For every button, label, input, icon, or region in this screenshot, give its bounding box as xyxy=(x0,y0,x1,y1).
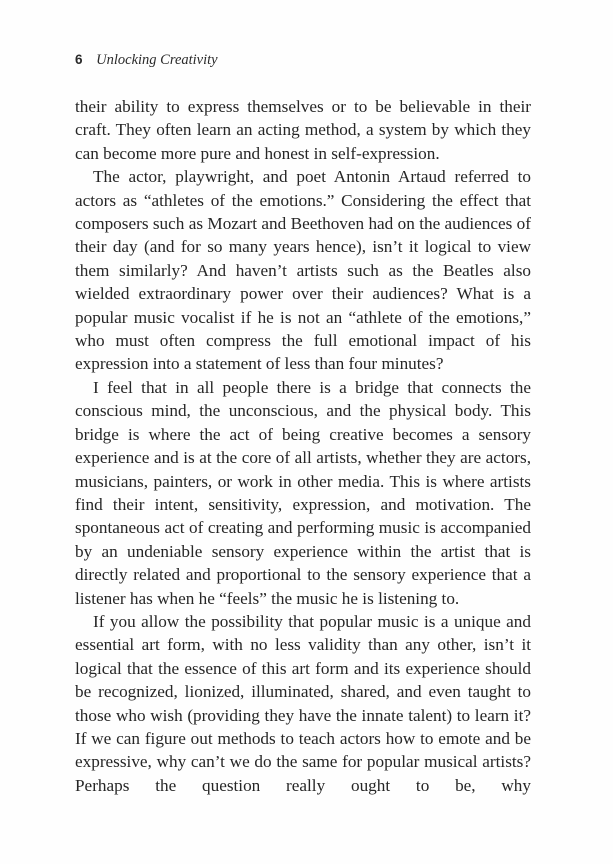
running-head xyxy=(75,52,218,69)
paragraph-continued: their ability to express themselves or to be believable in their craft. They often learn an acting method, a system by which they can become more pure and honest in self-expression. xyxy=(75,97,531,163)
paragraph-popular-music: If you allow the possibility that popular music is a unique and essential art form, with no less validity than any other, isn’t it logical that the essence of this art form and its experience should be recognized, lionized, illuminated, shared, and even taught to those who wish (providing they have the innate talent) to learn it? If we can figure out methods to teach actors how to emote and be expressive, why can’t we do the same for popular musical artists? Perhaps the question really ought to be, why xyxy=(75,611,531,795)
page-number: 6 xyxy=(75,52,83,67)
running-title: Unlocking Creativity xyxy=(96,52,218,68)
paragraph-artaud: The actor, playwright, and poet Antonin Artaud referred to actors as “athletes of the emotions.” Considering the effect that composers such as Mozart and Beethoven had on the audiences of their day (and for so many years hence), isn’t it logical to view them similarly? And haven’t artists such as the Beatles also wielded extraordinary power over their audiences? What is a popular music vocalist if he is not an “athlete of the emotions,” who must often compress the full emotional impact of his expression into a statement of less than four minutes? xyxy=(75,167,531,374)
body-text xyxy=(75,95,531,797)
paragraph-bridge: I feel that in all people there is a bridge that connects the conscious mind, the unconscious, and the physical body. This bridge is where the act of being creative becomes a sensory experience and is at the core of all artists, whether they are actors, musicians, painters, or work in other media. This is where artists find their intent, sensitivity, expression, and motivation. The spontaneous act of creating and performing music is accompanied by an undeniable sensory experience within the artist that is directly related and proportional to the sensory experience that a listener has when he “feels” the music he is listening to. xyxy=(75,377,531,608)
